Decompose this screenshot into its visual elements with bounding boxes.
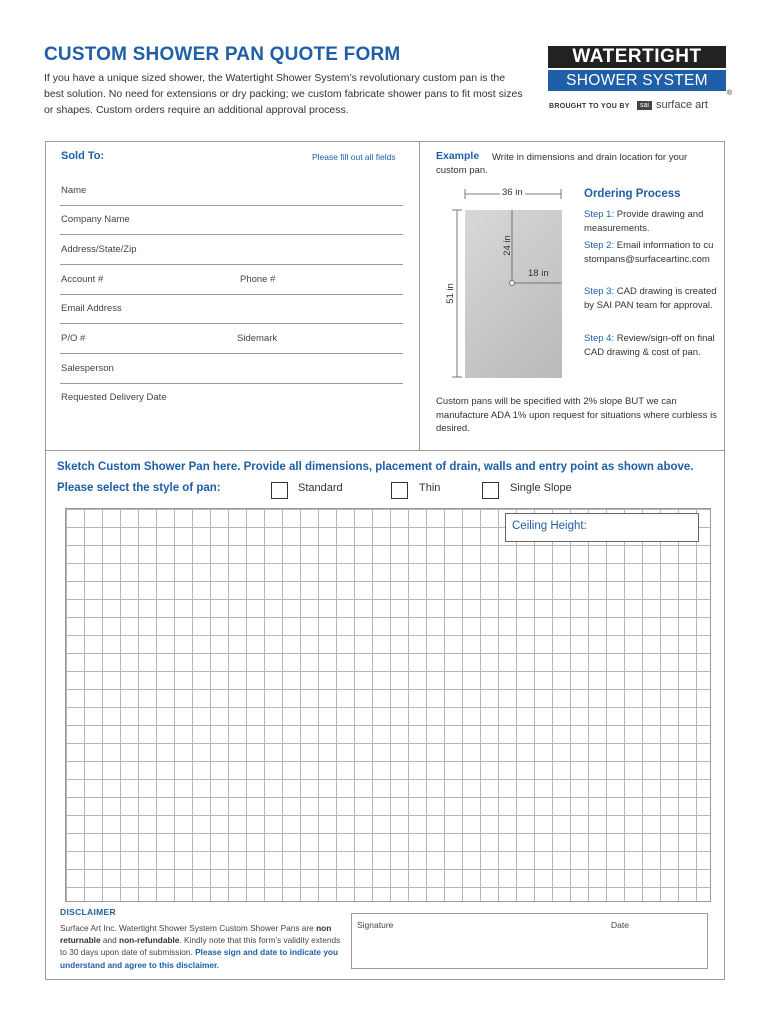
fill-all-note: Please fill out all fields xyxy=(312,152,396,162)
standard-checkbox[interactable] xyxy=(271,482,288,499)
step-1 xyxy=(584,208,718,235)
name-field[interactable] xyxy=(60,205,403,206)
step-1-num: Step 1: xyxy=(584,209,615,220)
email-label: Email Address xyxy=(61,303,122,314)
salesperson-field[interactable] xyxy=(60,383,403,384)
logo-line1: WATERTIGHT xyxy=(548,46,726,68)
sidemark-label: Sidemark xyxy=(237,333,278,344)
step-2-text: Email information to custompans@surfaceartinc.com xyxy=(584,240,714,265)
step-4 xyxy=(584,332,718,359)
column-divider xyxy=(419,141,420,451)
slope-note: Custom pans will be specified with 2% slope BUT we can manufacture ADA 1% upon request for situations where curbless is desired. xyxy=(436,396,717,434)
ceiling-height-label: Ceiling Height: xyxy=(512,520,587,532)
account-phone-field[interactable] xyxy=(60,294,403,295)
drain-marker xyxy=(510,281,515,286)
single-slope-label: Single Slope xyxy=(510,482,572,494)
delivery-date-label: Requested Delivery Date xyxy=(61,392,167,403)
step-3-text: CAD drawing is created by SAI PAN team for approval. xyxy=(584,286,717,311)
sai-logo: sai xyxy=(637,101,652,110)
email-field[interactable] xyxy=(60,323,403,324)
po-label: P/O # xyxy=(61,333,86,344)
disclaimer-text xyxy=(60,922,342,971)
ordering-title: Ordering Process xyxy=(584,188,681,200)
disclaimer-part-a: Surface Art Inc. Watertight Shower System Custom Shower Pans are xyxy=(60,923,317,933)
po-sidemark-field[interactable] xyxy=(60,353,403,354)
disclaimer-part-c: . Kindly note that this form’s validity extends to 30 days upon date of submission. xyxy=(60,935,341,958)
signature-label: Signature xyxy=(357,920,394,930)
step-4-text: Review/sign-off on final CAD drawing & cost of pan. xyxy=(584,333,715,358)
dim-drain-x: 18 in xyxy=(528,268,549,279)
example-text: Write in dimensions and drain location for your custom pan. xyxy=(436,152,688,176)
brought-to-you-by: BROUGHT TO YOU BY xyxy=(549,103,630,110)
dim-drain-y: 24 in xyxy=(501,235,513,256)
single-slope-checkbox[interactable] xyxy=(482,482,499,499)
phone-label: Phone # xyxy=(240,274,276,285)
example-label: Example xyxy=(436,150,480,162)
sketch-title: Sketch Custom Shower Pan here. Provide all dimensions, placement of drain, walls and entry point as shown above. xyxy=(57,461,694,473)
name-label: Name xyxy=(61,185,87,196)
registered-mark: ® xyxy=(726,90,732,97)
non-returnable: non returnable xyxy=(60,923,332,946)
thin-checkbox[interactable] xyxy=(391,482,408,499)
account-label: Account # xyxy=(61,274,104,285)
sold-to-title: Sold To: xyxy=(61,150,105,162)
dim-height: 51 in xyxy=(444,283,456,304)
date-label: Date xyxy=(611,920,629,930)
dimension-lines xyxy=(440,185,580,385)
logo-line2: SHOWER SYSTEM xyxy=(548,70,726,91)
salesperson-label: Salesperson xyxy=(61,363,114,374)
ceiling-height-field[interactable] xyxy=(505,513,699,542)
disclaimer-title: DISCLAIMER xyxy=(60,907,116,917)
non-refundable: non-refundable xyxy=(119,935,180,946)
step-3-num: Step 3: xyxy=(584,286,615,297)
standard-label: Standard xyxy=(298,482,343,494)
surface-art-logo: surface art xyxy=(656,99,708,111)
section-divider xyxy=(45,450,725,451)
company-label: Company Name xyxy=(61,214,130,225)
sketch-grid[interactable] xyxy=(65,508,711,902)
step-3 xyxy=(584,285,718,312)
pan-style-prompt: Please select the style of pan: xyxy=(57,482,221,494)
step-2 xyxy=(584,239,718,266)
watertight-logo xyxy=(548,46,732,97)
address-field[interactable] xyxy=(60,264,403,265)
step-2-num: Step 2: xyxy=(584,240,615,251)
thin-label: Thin xyxy=(419,482,441,494)
company-field[interactable] xyxy=(60,234,403,235)
sign-instruction: Please sign and date to indicate you understand and agree to this disclaimer. xyxy=(60,947,339,970)
form-title: CUSTOM SHOWER PAN QUOTE FORM xyxy=(44,44,401,65)
dim-width: 36 in xyxy=(502,187,523,198)
step-4-num: Step 4: xyxy=(584,333,615,344)
address-label: Address/State/Zip xyxy=(61,244,137,255)
intro-text: If you have a unique sized shower, the Watertight Shower System’s revolutionary custom pan is the best solution. No need for extensions or dry packing; we custom fabricate shower pans to fit most sizes or shapes. Custom orders require an additional approval process. xyxy=(44,72,523,116)
step-1-text: Provide drawing and measurements. xyxy=(584,209,704,234)
disclaimer-part-b: and xyxy=(100,935,120,946)
signature-box[interactable] xyxy=(351,913,708,969)
